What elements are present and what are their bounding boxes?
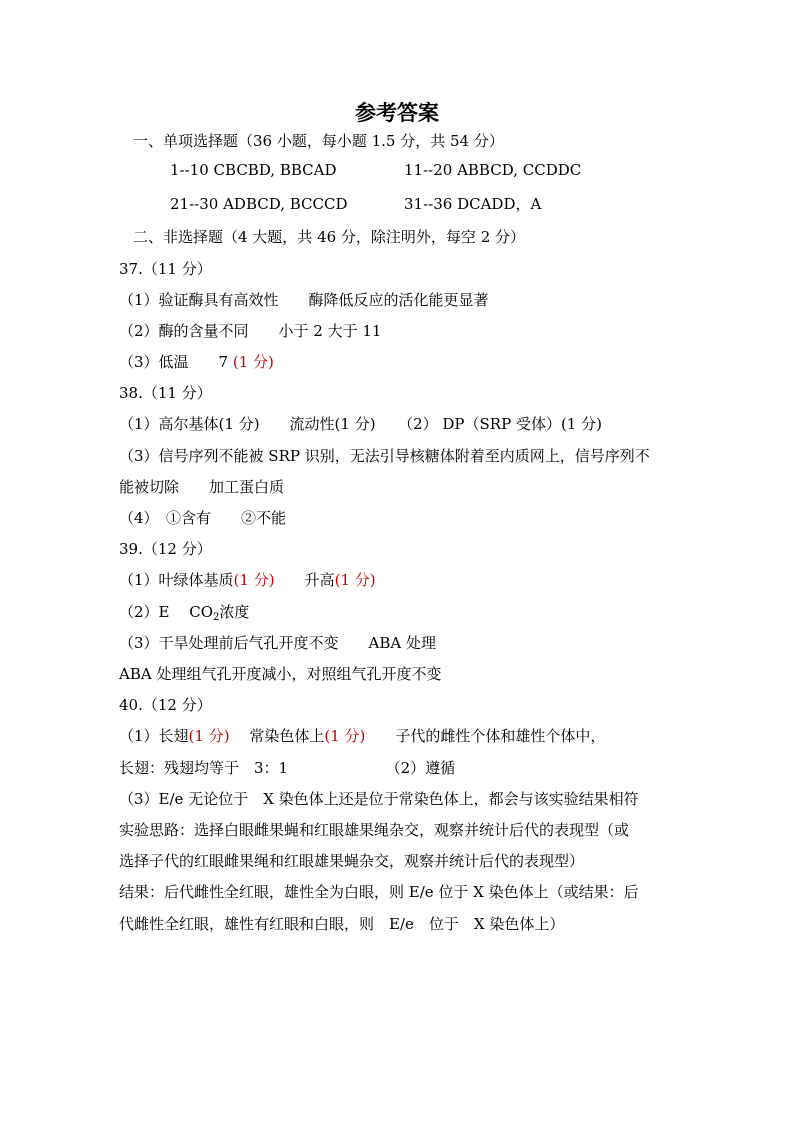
q39-line-2 (119, 602, 249, 628)
section-2-heading: 二、非选择题（4 大题，共 46 分，除注明外，每空 2 分） (133, 228, 526, 246)
q38-line-2: （3）信号序列不能被 SRP 识别，无法引导核糖体附着至内质网上，信号序列不 (119, 447, 650, 465)
q38-line-1: （1）高尔基体(1 分) 流动性(1 分) （2） DP（SRP 受体）(1 分) (119, 415, 602, 433)
q38-line-4: （4） ①含有 ②不能 (119, 509, 287, 527)
q37-line-3-text: （3）低温 7 (119, 353, 233, 371)
q40-line-1 (119, 726, 605, 746)
section-1-heading: 一、单项选择题（36 小题，每小题 1.5 分，共 54 分） (133, 132, 504, 150)
q37-line-2: （2）酶的含量不同 小于 2 大于 11 (119, 322, 382, 340)
q40-line-4: 实验思路：选择白眼雌果蝇和红眼雄果绳杂交，观察并统计后代的表现型（或 (119, 821, 630, 839)
answers-11-20: 11--20 ABBCD, CCDDC (404, 161, 582, 179)
score-note: (1 分) (324, 727, 366, 745)
q40-line-1-text-b: 常染色体上 (229, 727, 325, 745)
subscript-2: 2 (213, 612, 220, 623)
q39-line-2-text-b: 浓度 (219, 603, 250, 621)
score-note: (1 分) (334, 571, 376, 589)
q39-line-3: （3）干旱处理前后气孔开度不变 ABA 处理 (119, 634, 437, 652)
q37-line-3 (119, 352, 274, 372)
q39-line-1-text-b: 升高 (274, 571, 335, 589)
q39-heading: 39.（12 分） (119, 540, 212, 558)
q40-line-7: 代雌性全红眼，雄性有红眼和白眼，则 E/e 位于 X 染色体上） (119, 915, 565, 933)
page-title: 参考答案 (355, 100, 439, 125)
q40-line-2: 长翅：残翅均等于 3：1 （2）遵循 (119, 759, 456, 777)
score-note: (1 分) (232, 353, 274, 371)
q39-line-2-text: （2）E CO (119, 603, 214, 621)
q39-line-1 (119, 570, 376, 590)
q38-heading: 38.（11 分） (119, 384, 212, 402)
q37-heading: 37.（11 分） (119, 260, 212, 278)
answers-31-36: 31--36 DCADD，A (404, 195, 542, 213)
q40-line-1-text-c: 子代的雌性个体和雄性个体中， (365, 727, 606, 745)
q40-line-3: （3）E/e 无论位于 X 染色体上还是位于常染色体上，都会与该实验结果相符 (119, 790, 639, 808)
q40-heading: 40.（12 分） (119, 696, 212, 714)
answers-21-30: 21--30 ADBCD, BCCCD (170, 195, 348, 213)
q39-line-1-text: （1）叶绿体基质 (119, 571, 234, 589)
score-note: (1 分) (233, 571, 275, 589)
answers-1-10: 1--10 CBCBD, BBCAD (170, 161, 337, 179)
q38-line-3: 能被切除 加工蛋白质 (119, 478, 285, 496)
q39-line-4: ABA 处理组气孔开度减小，对照组气孔开度不变 (119, 665, 442, 683)
score-note: (1 分) (188, 727, 230, 745)
q40-line-5: 选择子代的红眼雌果绳和红眼雄果蝇杂交，观察并统计后代的表现型） (119, 852, 585, 870)
q40-line-6: 结果：后代雌性全红眼，雄性全为白眼，则 E/e 位于 X 染色体上（或结果：后 (119, 883, 639, 901)
q37-line-1: （1）验证酶具有高效性 酶降低反应的活化能更显著 (119, 291, 489, 309)
q40-line-1-text: （1）长翅 (119, 727, 189, 745)
